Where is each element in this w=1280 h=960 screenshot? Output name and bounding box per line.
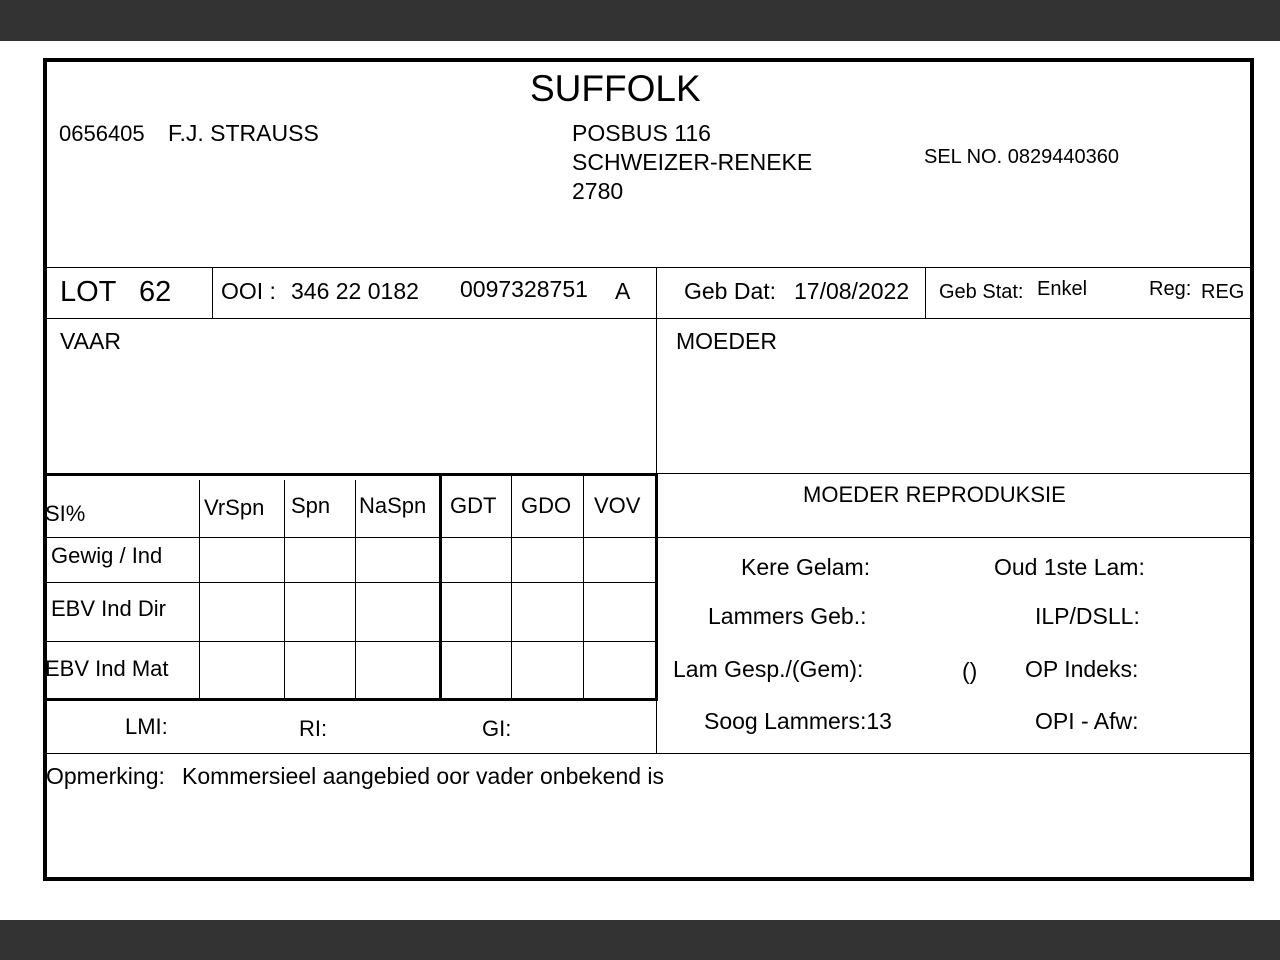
lot-number: 62	[139, 276, 172, 308]
dam-label: MOEDER	[676, 328, 777, 354]
ilp-dsll-label: ILP/DSLL:	[1035, 603, 1140, 629]
kere-gelam-label: Kere Gelam:	[741, 554, 871, 580]
lam-gesp-value: ()	[962, 658, 978, 684]
divider-remark	[45, 753, 1254, 754]
address-line: SCHWEIZER-RENEKE	[572, 149, 813, 175]
sire-label: VAAR	[60, 328, 121, 354]
table-column-header: VOV	[594, 493, 641, 518]
table-top-border	[45, 473, 658, 476]
opi-afw-label: OPI - Afw:	[1035, 708, 1139, 734]
table-column-header: NaSpn	[359, 493, 427, 518]
remark-text: Kommersieel aangebied oor vader onbekend is	[182, 763, 665, 789]
table-row-label: Gewig / Ind	[51, 543, 163, 568]
ri-label: RI:	[299, 716, 328, 741]
divider-lot-row	[45, 318, 1254, 319]
table-col-line	[355, 480, 356, 700]
table-bottom-border	[45, 698, 658, 701]
table-column-header: Spn	[291, 493, 331, 518]
divider-date-stat	[925, 267, 926, 318]
breed-title: SUFFOLK	[530, 68, 701, 109]
id-grade: A	[615, 278, 631, 304]
birth-status: Enkel	[1037, 278, 1088, 300]
table-col-line	[511, 476, 512, 700]
lammers-geb-label: Lammers Geb.:	[708, 603, 867, 629]
soog-lammers-label: Soog Lammers:13	[704, 708, 892, 734]
table-row-label: EBV Ind Dir	[51, 596, 166, 621]
gi-label: GI:	[482, 716, 512, 741]
table-column-header: GDO	[521, 493, 572, 518]
table-row-label: EBV Ind Mat	[45, 656, 169, 681]
address-line: 2780	[572, 178, 624, 204]
table-row-line	[45, 582, 657, 583]
divider-header	[45, 267, 1254, 268]
phone-number: SEL NO. 0829440360	[924, 146, 1119, 168]
ooi-number: 346 22 0182	[291, 278, 419, 304]
birth-date: 17/08/2022	[794, 278, 910, 304]
divider-lot-ooi	[212, 267, 213, 318]
reg-label: Reg:	[1149, 278, 1192, 300]
birth-status-label: Geb Stat:	[939, 281, 1024, 303]
oud-1ste-lam-label: Oud 1ste Lam:	[994, 554, 1145, 580]
lam-gesp-label: Lam Gesp./(Gem):	[673, 656, 864, 682]
card-border	[43, 58, 1254, 881]
table-column-header: VrSpn	[204, 495, 265, 520]
table-column-header: GDT	[450, 493, 497, 518]
breeder-name: F.J. STRAUSS	[168, 120, 319, 146]
lmi-label: LMI:	[125, 714, 168, 739]
reg-value: REG	[1201, 281, 1245, 303]
table-col-line	[583, 476, 584, 700]
table-row-line	[45, 641, 657, 642]
address-line: POSBUS 116	[572, 120, 711, 146]
table-group-divider	[439, 473, 442, 701]
table-right-border	[655, 473, 658, 701]
table-row-line	[45, 537, 657, 538]
ooi-label: OOI :	[221, 278, 276, 304]
remark-label: Opmerking:	[46, 763, 165, 789]
table-corner-label: SI%	[45, 501, 86, 526]
repro-title: MOEDER REPRODUKSIE	[803, 482, 1066, 507]
lot-label: LOT	[60, 276, 117, 308]
birth-date-label: Geb Dat:	[684, 278, 777, 304]
table-col-line	[199, 480, 200, 700]
op-indeks-label: OP Indeks:	[1025, 656, 1139, 682]
id-number: 0097328751	[460, 276, 588, 302]
breeder-id: 0656405	[59, 121, 145, 146]
divider-dam-repro	[657, 473, 1254, 474]
table-col-line	[284, 480, 285, 700]
divider-repro-title	[657, 537, 1254, 538]
